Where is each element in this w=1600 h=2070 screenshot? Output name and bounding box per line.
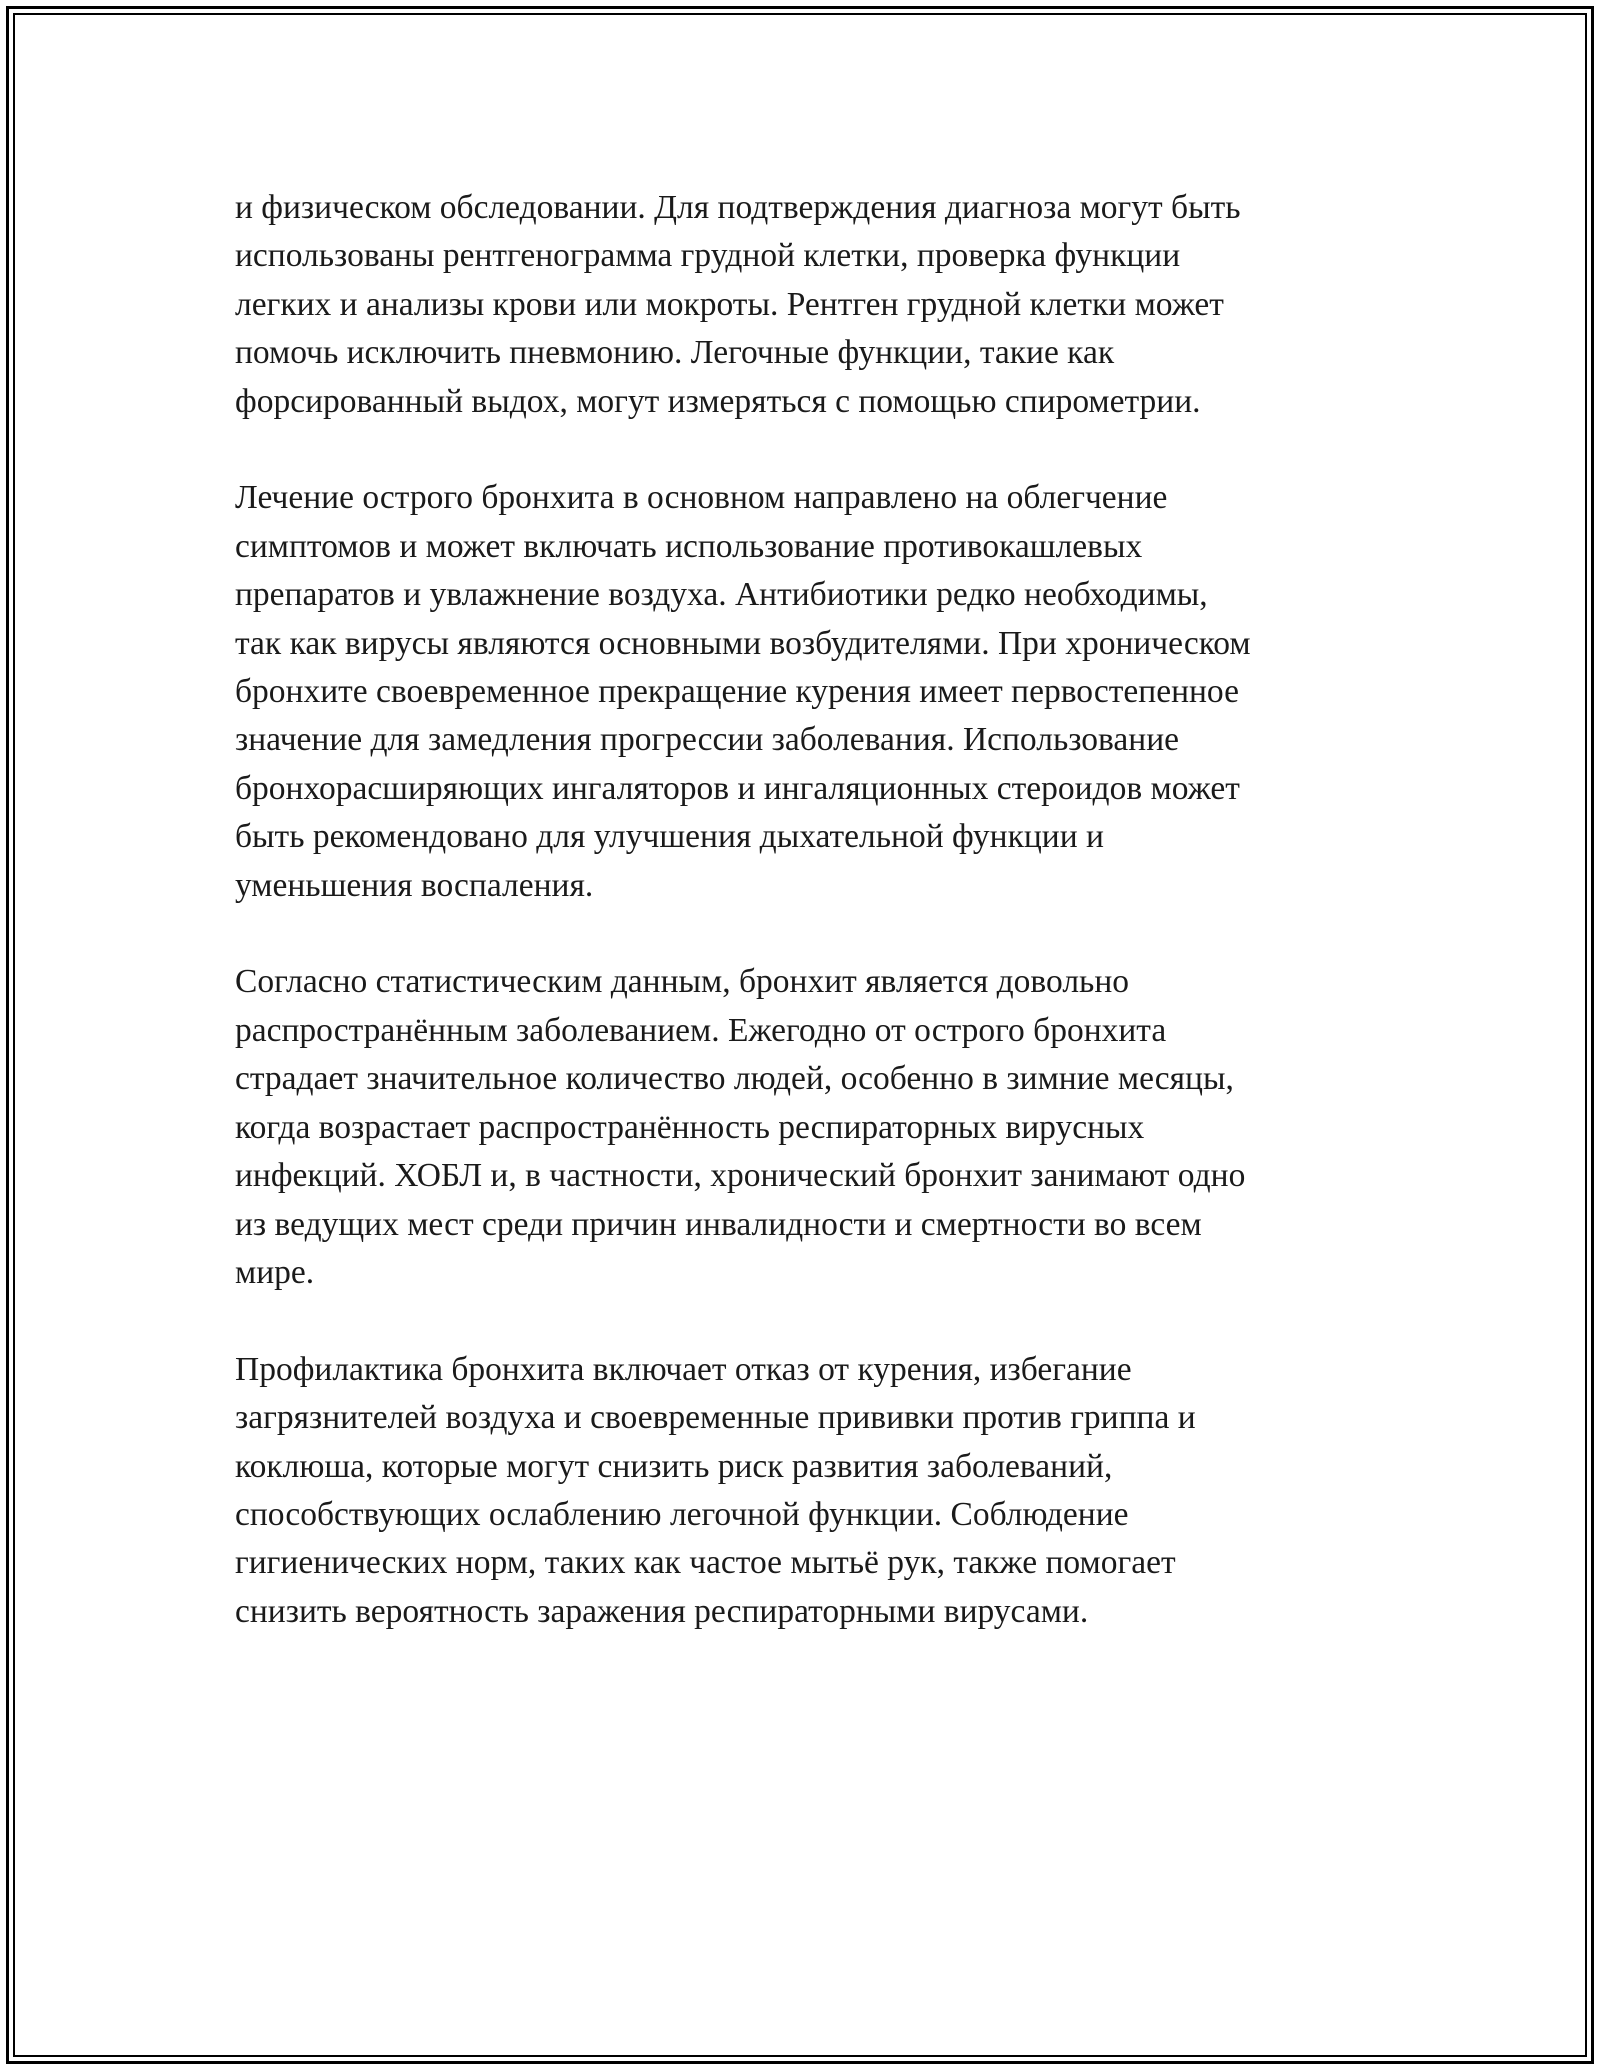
text-line: из ведущих мест среди причин инвалидности и смертности во всем <box>235 1205 1202 1243</box>
paragraph-diagnosis <box>235 184 1365 426</box>
text-line: помочь исключить пневмонию. Легочные функции, такие как <box>235 334 1115 372</box>
text-line: способствующих ослаблению легочной функции. Соблюдение <box>235 1495 1129 1533</box>
text-line: распространённым заболеванием. Ежегодно от острого бронхита <box>235 1011 1167 1049</box>
text-line: Лечение острого бронхита в основном направлено на облегчение <box>235 479 1168 517</box>
text-line: препаратов и увлажнение воздуха. Антибиотики редко необходимы, <box>235 576 1208 614</box>
paragraph-statistics <box>235 958 1365 1297</box>
text-line: симптомов и может включать использование противокашлевых <box>235 527 1143 565</box>
text-line: когда возрастает распространённость респираторных вирусных <box>235 1108 1145 1146</box>
text-line: использованы рентгенограмма грудной клетки, проверка функции <box>235 237 1181 275</box>
document-body <box>235 184 1365 1685</box>
text-line: Профилактика бронхита включает отказ от курения, избегание <box>235 1350 1132 1388</box>
text-line: страдает значительное количество людей, особенно в зимние месяцы, <box>235 1060 1234 1098</box>
paragraph-prevention <box>235 1346 1365 1636</box>
text-line: инфекций. ХОБЛ и, в частности, хронический бронхит занимают одно <box>235 1157 1246 1195</box>
text-line: так как вирусы являются основными возбудителями. При хроническом <box>235 624 1251 662</box>
text-line: бронхорасширяющих ингаляторов и ингаляционных стероидов может <box>235 769 1240 807</box>
text-line: загрязнителей воздуха и своевременные прививки против гриппа и <box>235 1399 1196 1437</box>
text-line: снизить вероятность заражения респираторными вирусами. <box>235 1592 1089 1630</box>
text-line: мире. <box>235 1253 315 1291</box>
text-line: легких и анализы крови или мокроты. Рентген грудной клетки может <box>235 285 1224 323</box>
text-line: быть рекомендовано для улучшения дыхательной функции и <box>235 818 1104 856</box>
text-line: коклюша, которые могут снизить риск развития заболеваний, <box>235 1447 1113 1485</box>
text-line: бронхите своевременное прекращение курения имеет первостепенное <box>235 673 1239 711</box>
text-line: форсированный выдох, могут измеряться с помощью спирометрии. <box>235 382 1201 420</box>
paragraph-treatment <box>235 474 1365 910</box>
text-line: гигиенических норм, таких как частое мытьё рук, также помогает <box>235 1544 1176 1582</box>
text-line: и физическом обследовании. Для подтверждения диагноза могут быть <box>235 189 1241 226</box>
text-line: Согласно статистическим данным, бронхит является довольно <box>235 963 1129 1001</box>
text-line: значение для замедления прогрессии заболевания. Использование <box>235 721 1179 759</box>
text-line: уменьшения воспаления. <box>235 866 594 904</box>
